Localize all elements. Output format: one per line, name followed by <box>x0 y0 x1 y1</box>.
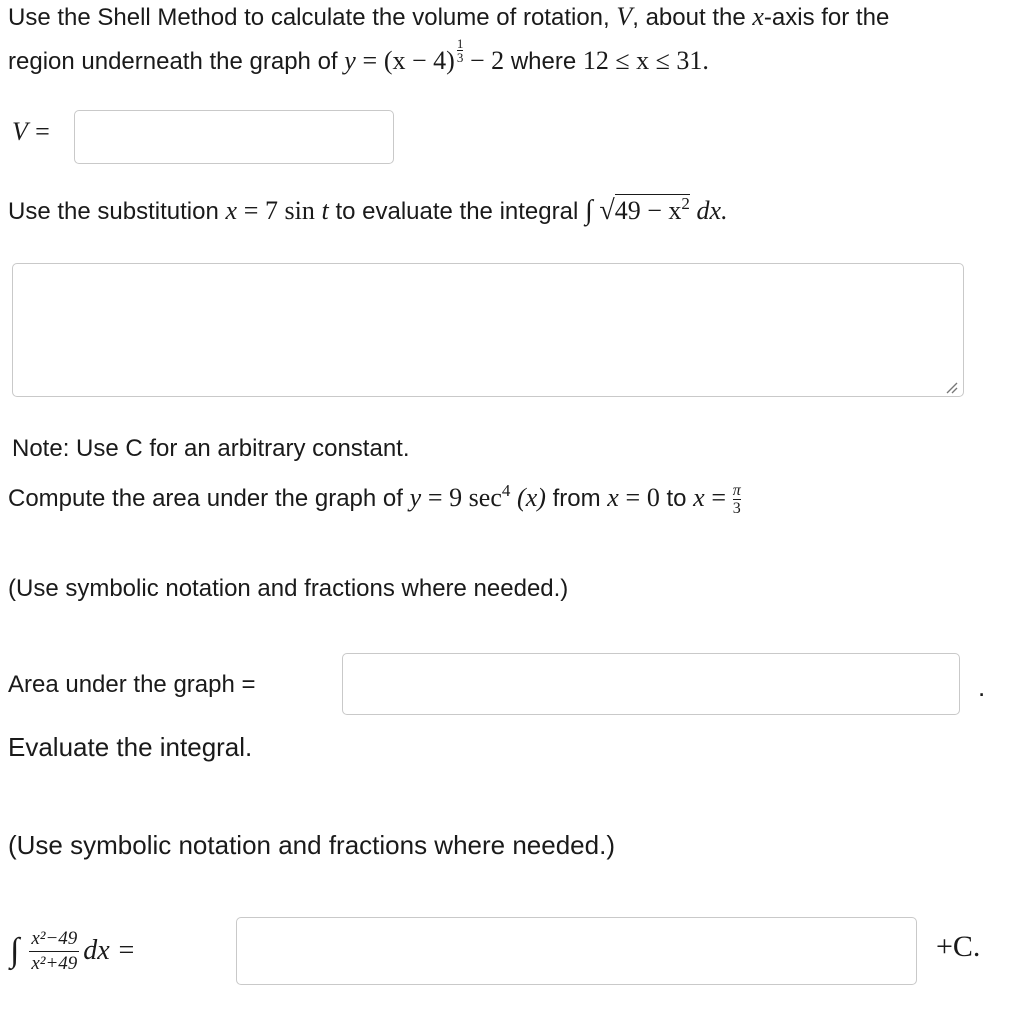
q2-radicand-group <box>615 194 690 225</box>
q1-exponent-fraction <box>457 37 464 64</box>
q3-text-from: from <box>552 484 601 512</box>
q3-y: y <box>409 482 422 512</box>
q3-x1: x <box>607 482 619 512</box>
q3-eq1: = <box>625 482 641 512</box>
q4-answer-input[interactable] <box>236 917 917 985</box>
q1-range: 12 ≤ x ≤ 31. <box>582 46 709 75</box>
q1-text-c: -axis for the <box>763 4 890 31</box>
q3-pi: π <box>732 482 741 499</box>
q4-title: Evaluate the integral. <box>8 732 253 762</box>
q1-text-d: region underneath the graph of <box>8 48 338 75</box>
resize-grip-icon[interactable] <box>944 380 958 394</box>
q1-eq-eq: = <box>362 46 378 75</box>
q1-var-x: x <box>752 2 764 31</box>
q2-note: Note: Use C for an arbitrary constant. <box>12 435 410 462</box>
q2-text-b: to evaluate the integral <box>335 198 579 225</box>
q2-sub-t: t <box>321 196 329 225</box>
q3-zero: 0 <box>646 482 660 512</box>
q2-sub-eq: = <box>243 196 259 225</box>
q3-area-input[interactable] <box>342 653 960 715</box>
q1-var-v: V <box>616 2 633 31</box>
q3-eq: = <box>427 482 443 512</box>
q1-label-eq: = <box>35 117 50 146</box>
q3-x2: x <box>693 482 705 512</box>
q2-sub-expr: 7 sin <box>265 196 315 225</box>
q2-square: 2 <box>681 194 690 213</box>
q4-hint: (Use symbolic notation and fractions where needed.) <box>8 830 615 860</box>
q1-prompt-line1 <box>8 2 889 33</box>
q2-answer-textarea[interactable] <box>12 263 964 397</box>
q1-text-where: where <box>510 48 577 75</box>
q4-numerator: x²−49 <box>29 927 79 952</box>
q3-hint: (Use symbolic notation and fractions where needed.) <box>8 575 569 602</box>
q4-integrand-fraction <box>29 927 79 976</box>
q2-text-a: Use the substitution <box>8 198 219 225</box>
q1-eq-minus: − 2 <box>469 46 505 75</box>
q3-three: 3 <box>732 500 741 517</box>
q4-plus-c: +C. <box>936 930 981 963</box>
q3-coef: 9 sec <box>449 482 502 512</box>
q2-dx: dx. <box>696 196 728 225</box>
q3-prompt <box>8 482 741 517</box>
q3-arg: (x) <box>517 482 546 512</box>
q1-volume-input[interactable] <box>74 110 394 164</box>
q3-period: . <box>978 672 986 702</box>
q1-label-v: V <box>12 117 28 146</box>
q4-integral-sign: ∫ <box>10 932 20 969</box>
q3-text-to: to <box>666 484 687 512</box>
sqrt-icon: √ <box>599 195 615 226</box>
q2-sub-x: x <box>225 196 238 225</box>
q4-integral-expression <box>10 916 136 986</box>
q3-limit-fraction <box>733 482 741 517</box>
q3-text-a: Compute the area under the graph of <box>8 484 403 512</box>
q1-exp-num: 1 <box>456 36 464 52</box>
q1-text-a: Use the Shell Method to calculate the volume of rotation, <box>8 4 610 31</box>
q3-eq2: = <box>711 482 727 512</box>
q4-denominator: x²+49 <box>31 952 78 974</box>
q3-pow: 4 <box>501 480 511 500</box>
q2-radicand: 49 − x <box>614 196 682 225</box>
q1-text-b: , about the <box>632 4 746 31</box>
q4-dx: dx = <box>83 935 136 966</box>
q3-area-label: Area under the graph = <box>8 671 256 698</box>
q1-answer-label <box>12 116 50 147</box>
q2-integral-sign: ∫ <box>584 195 593 226</box>
q2-prompt <box>8 196 728 229</box>
q1-eq-base: (x − 4) <box>383 46 455 75</box>
q1-exp-den: 3 <box>456 50 464 66</box>
q1-eq-y: y <box>344 46 356 75</box>
q1-prompt-line2 <box>8 36 709 77</box>
